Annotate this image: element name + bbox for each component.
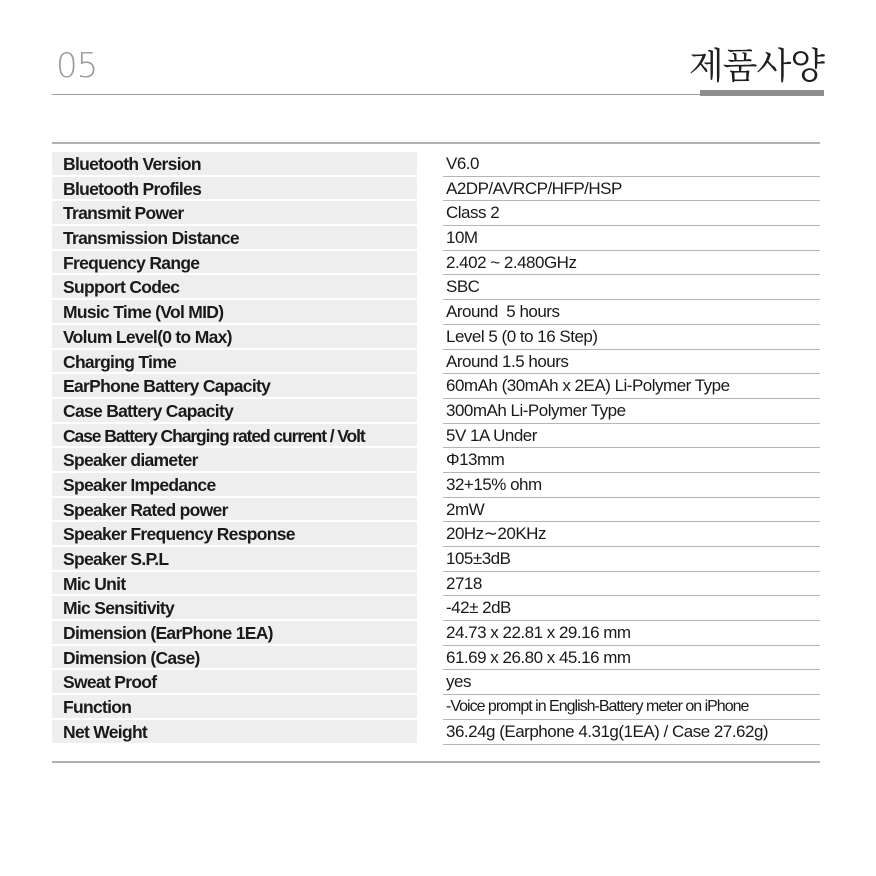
spec-label: Net Weight	[52, 720, 417, 743]
spec-value: 105±3dB	[443, 547, 820, 572]
spec-label: Charging Time	[52, 350, 417, 373]
spec-value: -42± 2dB	[443, 596, 820, 621]
spec-value: Around 1.5 hours	[443, 350, 820, 375]
spec-value: 61.69 x 26.80 x 45.16 mm	[443, 646, 820, 671]
spec-row-sweat-proof	[52, 670, 820, 695]
spec-row-frequency-range	[52, 251, 820, 276]
spec-label: Mic Sensitivity	[52, 596, 417, 619]
spec-value: Class 2	[443, 201, 820, 226]
spec-row-volume-level	[52, 325, 820, 350]
spec-row-support-codec	[52, 275, 820, 300]
spec-label: Support Codec	[52, 275, 417, 298]
spec-value: Level 5 (0 to 16 Step)	[443, 325, 820, 350]
spec-label: Speaker Impedance	[52, 473, 417, 496]
spec-label: Mic Unit	[52, 572, 417, 595]
spec-value: 2718	[443, 572, 820, 597]
page-number: 05	[56, 46, 98, 86]
spec-label: Case Battery Charging rated current / Volt	[52, 424, 417, 447]
spec-value: 32+15% ohm	[443, 473, 820, 498]
spec-label: Speaker diameter	[52, 448, 417, 471]
spec-label: Speaker Frequency Response	[52, 522, 417, 545]
spec-label: Transmission Distance	[52, 226, 417, 249]
spec-row-transmit-power	[52, 201, 820, 226]
spec-value: yes	[443, 670, 820, 695]
spec-value: 10M	[443, 226, 820, 251]
spec-value: Around 5 hours	[443, 300, 820, 325]
spec-label: Sweat Proof	[52, 670, 417, 693]
spec-row-earphone-battery	[52, 374, 820, 399]
spec-row-speaker-spl	[52, 547, 820, 572]
spec-label: Bluetooth Profiles	[52, 177, 417, 200]
spec-value: 2mW	[443, 498, 820, 523]
spec-label: Frequency Range	[52, 251, 417, 274]
spec-value: Φ13mm	[443, 448, 820, 473]
header-accent-bar	[700, 90, 824, 96]
spec-label: Dimension (EarPhone 1EA)	[52, 621, 417, 644]
spec-value: 300mAh Li-Polymer Type	[443, 399, 820, 424]
spec-row-dimension-case	[52, 646, 820, 671]
spec-row-charging-time	[52, 350, 820, 375]
spec-row-net-weight	[52, 720, 820, 745]
spec-label: Dimension (Case)	[52, 646, 417, 669]
spec-row-dimension-earphone	[52, 621, 820, 646]
spec-value: 24.73 x 22.81 x 29.16 mm	[443, 621, 820, 646]
spec-row-case-battery	[52, 399, 820, 424]
spec-label: Speaker S.P.L	[52, 547, 417, 570]
spec-row-transmission-distance	[52, 226, 820, 251]
spec-label: Volum Level(0 to Max)	[52, 325, 417, 348]
spec-value: 5V 1A Under	[443, 424, 820, 449]
spec-table	[52, 142, 820, 763]
spec-value: -Voice prompt in English-Battery meter on iPhone	[443, 695, 820, 720]
spec-value: 60mAh (30mAh x 2EA) Li-Polymer Type	[443, 374, 820, 399]
spec-row-bluetooth-version	[52, 152, 820, 177]
spec-label: Function	[52, 695, 417, 718]
spec-label: Speaker Rated power	[52, 498, 417, 521]
spec-value: V6.0	[443, 152, 820, 177]
spec-label: EarPhone Battery Capacity	[52, 374, 417, 397]
spec-row-case-charging-current	[52, 424, 820, 449]
spec-row-speaker-rated-power	[52, 498, 820, 523]
spec-row-speaker-impedance	[52, 473, 820, 498]
spec-value: 2.402 ~ 2.480GHz	[443, 251, 820, 276]
spec-row-function	[52, 695, 820, 720]
spec-value: SBC	[443, 275, 820, 300]
spec-value: A2DP/AVRCP/HFP/HSP	[443, 177, 820, 202]
spec-value: 36.24g (Earphone 4.31g(1EA) / Case 27.62g)	[443, 720, 820, 745]
spec-row-bluetooth-profiles	[52, 177, 820, 202]
spec-row-speaker-frequency-response	[52, 522, 820, 547]
spec-row-music-time	[52, 300, 820, 325]
spec-row-mic-unit	[52, 572, 820, 597]
page-title: 제품사양	[688, 46, 824, 87]
spec-value: 20Hz∼20KHz	[443, 522, 820, 547]
spec-label: Transmit Power	[52, 201, 417, 224]
spec-label: Music Time (Vol MID)	[52, 300, 417, 323]
spec-label: Case Battery Capacity	[52, 399, 417, 422]
spec-row-speaker-diameter	[52, 448, 820, 473]
spec-row-mic-sensitivity	[52, 596, 820, 621]
spec-label: Bluetooth Version	[52, 152, 417, 175]
